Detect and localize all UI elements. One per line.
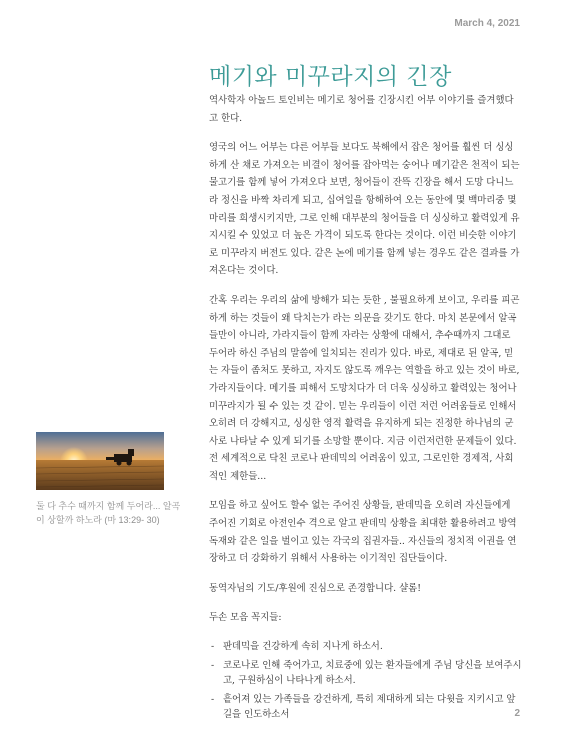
prayer-item: - 판데믹을 건강하게 속히 지나게 하소서.: [209, 639, 522, 654]
article-paragraph-reflection: 간혹 우리는 우리의 삶에 방해가 되는 듯한 , 불필요하게 보이고, 우리를 피곤하게 하는 것들이 왜 닥치는가 라는 의문을 갖기도 한다. 마치 본문에서 알곡들만이 아니라, 가라지들이 함께 자라는 상황에 대해서, 추수때까지 그대로 두어라 하신 주님의 말씀에 일치되는 진리가 있다. 바로, 제대로 된 알곡, 믿는 자들이 좀처도 못하고, 자지도 않도록 깨우는 역할을 하고 있는 것이 바로, 가라지들이다. 메기를 피해서 도망치다가 더 더욱 싱싱하고 활력있는 청어나 미꾸라지가 될 수 있는 것 같이. 믿는 우리들이 이런 저런 어려움들로 인해서 오히려 더 강해지고, 싱싱한 영적 활력을 유지하게 되는 진정한 하나님의 군사로 나타날 수 있게 되기를 소망할 뿐이다. 지금 이런저런한 문제들이 있다.전 세계적으로 닥친 코로나 판데믹의 어려움이 있고, 그로인한 경제적, 사회적인 제한들...: [209, 294, 520, 482]
article-paragraph-pandemic: 모임을 하고 싶어도 할수 없는 주어진 상황들, 판데믹을 오히려 자신들에게 주어진 기회로 아전인수 격으로 알고 판데믹 상황을 최대한 활용하려고 방역 독재와 같은 일을 벌이고 있는 각국의 집권자들.. 자신들의 정치적 이권을 연장하고 더 강화하기 위해서 사용하는 이기적인 집단들이다.: [209, 500, 517, 565]
prayer-item: - 코로나로 인해 죽어가고, 치료중에 있는 환자들에게 주님 당신을 보여주시고, 구원하심이 나타나게 하소서.: [209, 658, 522, 688]
article-paragraph-thanks: 동역자님의 기도/후원에 진심으로 존경합니다. 샬롬!: [209, 582, 422, 594]
article-paragraph-intro: 역사학자 아놀드 토인비는 메기로 청어를 긴장시킨 어부 이야기를 즐겨했다고 한다.: [209, 95, 514, 124]
prayer-list: [209, 639, 522, 722]
prayer-list-heading: 두손 모음 꼭지들:: [209, 612, 282, 624]
image-caption: 둘 다 추수 때까지 함께 두어라... 알곡이 상할까 하노라 (마 13:29- 30): [36, 501, 181, 525]
header-date: March 4, 2021: [454, 18, 520, 29]
prayer-item: - 흩어져 있는 가족들을 강건하게, 특히 제대하게 되는 다윗을 지키시고 앞길을 인도하소서: [209, 692, 522, 722]
page-number: 2: [514, 708, 520, 719]
article-body: [209, 92, 522, 726]
article-paragraph-story: 영국의 어느 어부는 다른 어부들 보다도 북해에서 잡은 청어를 훨씬 더 싱싱하게 산 채로 가져오는 비결이 청어를 잡아먹는 숭어나 메기같은 천적이 되는 물고기를 함께 넣어 가져오다 보면, 청어들이 잔뜩 긴장을 해서 도망 다니느라 정신을 바짝 차리게 되고, 십여일을 항해하여 오는 동안에 몇 백마리중 몇 마리를 희생시키지만, 그로 인해 대부분의 청어들을 더 싱싱하고 활력있게 유지시킬 수 있었고 더 높은 가격이 되도록 한다는 것이다. 이런 비슷한 이야기로 미꾸라지 버전도 있다. 같은 논에 메기를 함께 넣는 경우도 같은 결과를 가져온다는 것이다.: [209, 142, 520, 277]
article-title: 메기와 미꾸라지의 긴장: [209, 64, 452, 90]
harvest-sunset-image: [36, 432, 164, 490]
